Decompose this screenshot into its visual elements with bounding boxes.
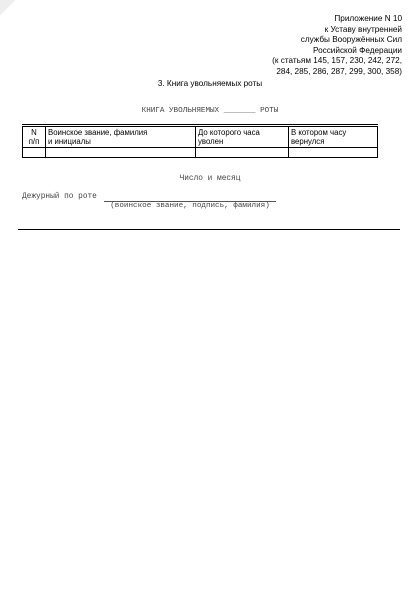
header-cell-until-hour xyxy=(196,127,289,148)
watermark-text: NoNumber.ru xyxy=(0,18,62,81)
header-text: п/п xyxy=(28,137,40,146)
form-title: КНИГА УВОЛЬНЯЕМЫХ _______ РОТЫ xyxy=(141,107,279,115)
header-text: Воинское звание, фамилия xyxy=(48,128,148,137)
duty-officer-label: Дежурный по роте xyxy=(22,193,97,201)
appendix-line: Приложение N 10 xyxy=(334,14,402,23)
table-cell xyxy=(46,148,196,158)
appendix-line: Российской Федерации xyxy=(312,45,402,55)
appendix-line: к Уставу внутренней xyxy=(324,24,402,34)
appendix-header xyxy=(232,14,402,78)
header-cell-rank-name xyxy=(46,127,196,148)
section-title: 3. Книга увольняемых роты xyxy=(157,79,263,88)
table-top-rule xyxy=(22,124,378,125)
header-cell-returned-hour xyxy=(289,127,378,148)
leave-book-table xyxy=(22,126,378,158)
table-row xyxy=(23,148,378,158)
table-cell xyxy=(289,148,378,158)
appendix-line: службы Вооружённых Сил xyxy=(300,35,402,45)
signature-hint: (воинское звание, подпись, фамилия) xyxy=(110,202,270,210)
header-text: вернулся xyxy=(291,137,325,146)
header-text: До которого часа xyxy=(198,128,260,137)
header-text: уволен xyxy=(198,137,224,146)
table-cell xyxy=(23,148,46,158)
appendix-line: (к статьям 145, 157, 230, 242, 272, xyxy=(272,56,402,66)
header-text: В котором часу xyxy=(291,128,347,137)
date-label: Число и месяц xyxy=(179,175,241,183)
table-cell xyxy=(196,148,289,158)
bottom-rule xyxy=(18,229,400,230)
header-cell-number xyxy=(23,127,46,148)
header-text: и инициалы xyxy=(48,137,91,146)
watermark xyxy=(0,6,124,81)
appendix-line: 284, 285, 286, 287, 299, 300, 358) xyxy=(276,66,402,76)
table-header-row xyxy=(23,127,378,148)
header-text: N xyxy=(31,128,37,137)
